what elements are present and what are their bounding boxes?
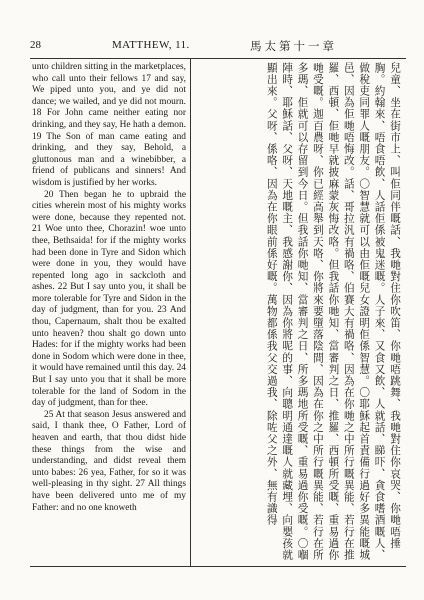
english-paragraph: unto children sitting in the marketplaces, who call unto their fellows 17 and say, We piped unto you, and ye did not dance; we wailed, and ye did not mourn. 18 For John came neither eating nor drinking, and they say, He hath a demon. 19 The Son of man came eating and drinking, and they say, Behold, a gluttonous man and a winebibber, a friend of publicans and sinners! And wisdom is justified by her works. <box>32 62 186 188</box>
english-column <box>32 62 186 562</box>
running-header <box>22 39 412 55</box>
column-divider <box>190 58 191 566</box>
top-rule <box>30 58 406 59</box>
page-number: 28 <box>30 39 41 51</box>
bottom-rule <box>30 566 406 567</box>
english-paragraph: 25 At that season Jesus answered and said, I thank thee, O Father, Lord of heaven and earth, that thou didst hide these things from the wise and understanding, and didst reveal them unto babes: 26 yea, Father, for so it was well-pleasing in thy sight. 27 All things have been delivered unto me of my Father: and no one knoweth <box>32 409 186 513</box>
chinese-column: 兒童、坐在街市上、叫佢同伴嘅話、我哋對住你吹笛、你哋唔跳舞、我哋對住你哀哭、你哋唔捶胸。約翰來、唔食唔飲、人話佢係被鬼迷嘅。人子來、又食又飲、人就話、睇吓、貪食嗜酒嘅人、做稅吏同罪人嘅朋友。〇智慧就可以由佢嘅兒女證明佢係智慧。〇耶穌起首責備行過好多異能嘅城邑、因為佢哋唔悔改。話、哥拉汎有禍咯、伯賽大有禍咯、因為在你哋之中所行嘅異能、若行在推羅、西頓、佢哋早就披麻蒙灰悔改咯。但我話你哋知、當審判之日、推羅、西頓所受嘅、重易過你哋受嘅。迦百農呀、你已經高舉到天咯、你將來要墮落陰間、因為在你之中所行嘅異能、若行在所多瑪、佢就可以存留到今日。但我話你哋知、當審判之日、所多瑪地所受嘅、重易過你受嘅。〇嗰陣時、耶穌話、父呀、天地嘅主、我感謝你、因為你將呢的事、向聰明通達嘅人就藏埋、向嬰孩就顯出來。父呀、係咯、因為在你眼前係好嘅。萬物都係我父交過我、除咗父之外、無有識得 <box>265 62 401 561</box>
english-paragraph: 20 Then began he to upbraid the cities wherein most of his mighty works were done, because they repented not. 21 Woe unto thee, Chorazin! woe unto thee, Bethsaida! for if the mighty works had been done in Tyre and Sidon which were done in you, they would have repented long ago in sackcloth and ashes. 22 But I say unto you, it shall be more tolerable for Tyre and Sidon in the day of judgment, than for you. 23 And thou, Capernaum, shalt thou be exalted unto heaven? thou shalt go down unto Hades: for if the mighty works had been done in Sodom which were done in thee, it would have remained until this day. 24 But I say unto you that it shall be more tolerable for the land of Sodom in the day of judgment, than for thee. <box>32 189 186 409</box>
running-title-english: MATTHEW, 11. <box>112 39 190 51</box>
running-title-chinese: 馬太第十一章 <box>250 41 337 53</box>
